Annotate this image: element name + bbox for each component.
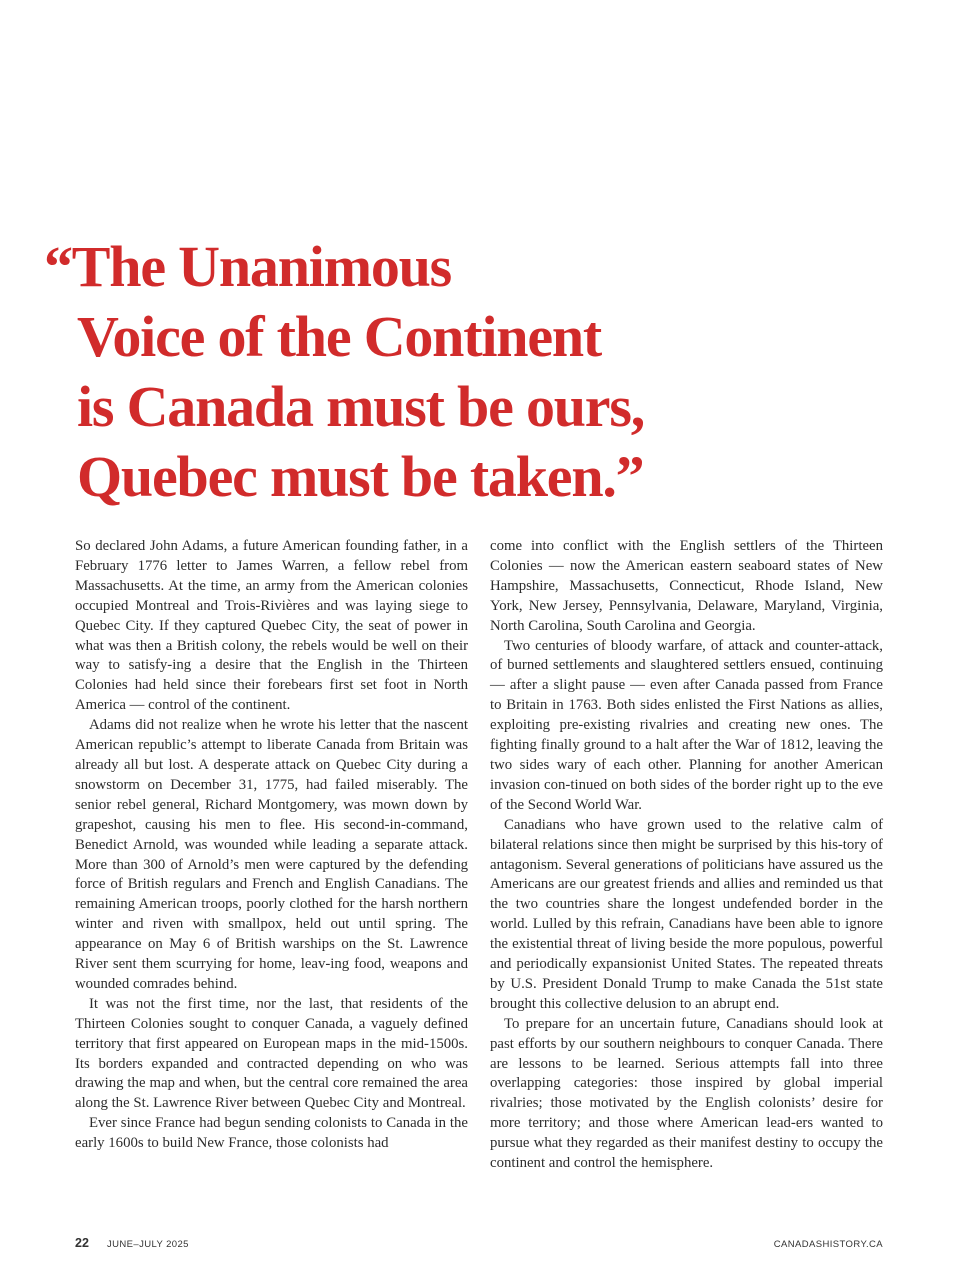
headline-line-3: is Canada must be ours, <box>77 374 645 439</box>
column-left <box>75 537 468 1215</box>
paragraph: Ever since France had begun sending colonists to Canada in the early 1600s to build New France, those colonists had <box>75 1115 468 1152</box>
paragraph: Two centuries of bloody warfare, of attack and counter-attack, of burned settlements and slaughtered settlers ensued, continuing — after a slight pause — even after Canada passed from France to Britain in 1763. Both sides enlisted the First Nations as allies, exploiting pre-existing rivalries and creating new ones. The fighting finally ground to a halt after the War of 1812, leaving the two sides wary of each other. Planning for another American invasion con-tinued on both sides of the border right up to the eve of the Second World War. <box>490 637 883 813</box>
paragraph: It was not the first time, nor the last, that residents of the Thirteen Colonies sought to conquer Canada, a vaguely defined territory that first appeared on European maps in the mid-1500s. Its borders expanded and contracted depending on who was drawing the map and when, but the central core remained the area along the St. Lawrence River between Quebec City and Montreal. <box>75 995 468 1112</box>
paragraph: So declared John Adams, a future American founding father, in a February 1776 letter to James Warren, a fellow rebel from Massachusetts. At the time, an army from the American colonies occupied Montreal and Trois-Rivières and was laying siege to Quebec City. If they captured Quebec City, the seat of power in what was then a British colony, the rebels would be well on their way to satisfy-ing a desire that the English in the Thirteen Colonies had held since their forebears first set foot in North America — control of the continent. <box>75 538 468 714</box>
paragraph: come into conflict with the English settlers of the Thirteen Colonies — now the American eastern seaboard states of New Hampshire, Massachusetts, Connecticut, Rhode Island, New York, New Jersey, Pennsylvania, Delaware, Maryland, Virginia, North Carolina, South Carolina and Georgia. <box>490 538 883 634</box>
article-body <box>75 537 883 1215</box>
paragraph: Canadians who have grown used to the relative calm of bilateral relations since then might be surprised by this his-tory of antagonism. Several generations of politicians have assured us the Americans are our greatest friends and allies and reminded us that the two countries share the longest undefended border in the world. Lulled by this refrain, Canadians have been able to ignore the existential threat of living beside the more populous, powerful and periodically expansionist United States. The repeated threats by U.S. President Donald Trump to make Canada the 51st state brought this collective delusion to an abrupt end. <box>490 816 883 1012</box>
paragraph: To prepare for an uncertain future, Canadians should look at past efforts by our southern neighbours to conquer Canada. There are lessons to be learned. Serious attempts fall into three overlapping categories: those inspired by global imperial rivalries; those motivated by the English colonists’ desire for more territory; and those where American lead-ers wanted to pursue what they regarded as their manifest destiny to occupy the continent and control the hemisphere. <box>490 1015 883 1172</box>
page-number: 22 <box>75 1236 89 1250</box>
column-right <box>490 537 883 1215</box>
issue-date: JUNE–JULY 2025 <box>107 1239 189 1250</box>
website-label: CANADASHISTORY.CA <box>773 1239 883 1250</box>
page-footer <box>75 1238 883 1254</box>
headline-line-2: Voice of the Continent <box>77 304 602 369</box>
headline-line-1: “The Unanimous <box>44 234 452 299</box>
headline <box>44 232 924 512</box>
paragraph: Adams did not realize when he wrote his letter that the nascent American republic’s attempt to liberate Canada from Britain was already all but lost. A desperate attack on Quebec City during a snowstorm on December 31, 1775, had failed miserably. The senior rebel general, Richard Montgomery, was mown down by grapeshot, causing his men to flee. His second-in-command, Benedict Arnold, was wounded while leading a separate attack. More than 300 of Arnold’s men were captured by the defending force of British regulars and French and English Canadians. The remaining American troops, poorly clothed for the harsh northern winter and riven with smallpox, held out until spring. The appearance on May 6 of British warships on the St. Lawrence River sent them scurrying for home, leav-ing food, weapons and wounded comrades behind. <box>75 717 468 992</box>
headline-line-4: Quebec must be taken.” <box>77 444 644 509</box>
